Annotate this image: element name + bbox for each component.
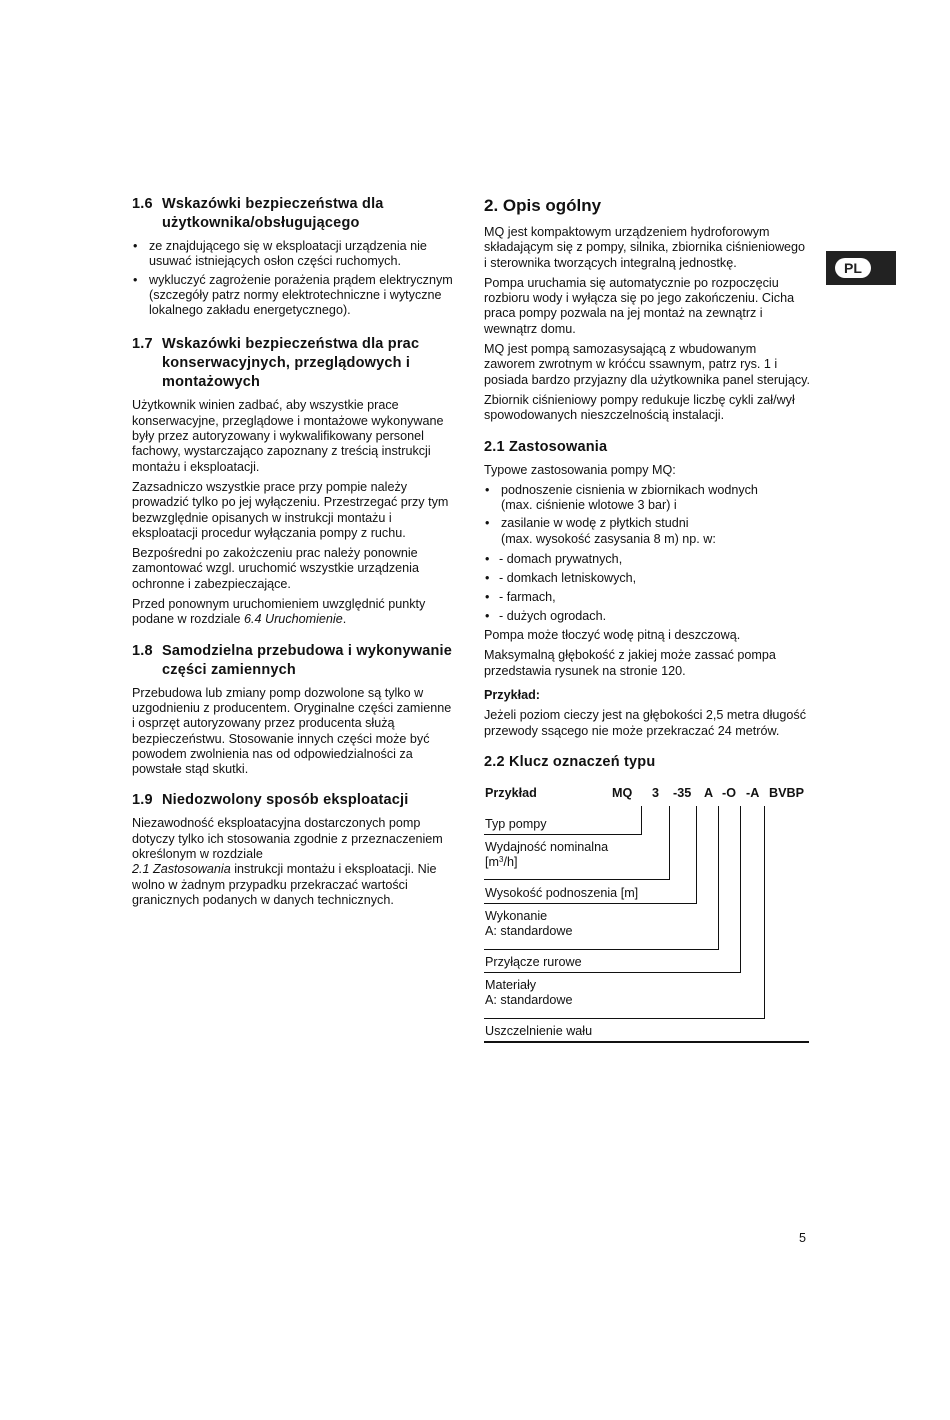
paragraph: Pompa uruchamia się automatycznie po rozpoczęciu rozbioru wody i wyłącza się po jego zakończeniu. Cicha praca pompy pozwala na jej montaż na zewnątrz i wewnątrz domu. xyxy=(484,275,795,336)
section-2-heading: 2. Opis ogólny xyxy=(484,196,602,215)
row-head: Wysokość podnoszenia [m] xyxy=(485,885,639,900)
connector-line xyxy=(641,806,642,834)
paragraph: Bezpośredni po zakożczeniu prac należy ponownie zamontować wzgl. uruchomić wszystkie urządzenia ochronne i zabezpieczające. xyxy=(132,546,419,591)
bottom-rule xyxy=(484,1041,809,1043)
list-item: • podnoszenie cisnienia w zbiornikach wodnych (max. ciśnienie wlotowe 3 bar) i xyxy=(484,483,810,514)
type-key-header-label: Przykład xyxy=(485,785,537,800)
locations-list xyxy=(484,552,810,624)
paragraph: Pompa może tłoczyć wodę pitną i deszczową. xyxy=(484,628,741,643)
row-nominal-flow: Wydajność nominalna $[m^3/h]$ xyxy=(485,839,609,869)
list-item: • zasilanie w wodę z płytkich studni (max. wysokość zasysania 8 m) np. w: xyxy=(484,516,810,547)
code-version: A xyxy=(704,785,714,800)
type-key-diagram xyxy=(484,782,809,1047)
row-shaft-seal: Uszczelnienie wału xyxy=(485,1023,593,1038)
row-version: Wykonanie A: standardowe xyxy=(485,908,573,938)
paragraph: Zbiornik ciśnieniowy pompy redukuje liczbę cykli zał/wył spowodowanych nieszczelnością instalacji. xyxy=(484,392,795,423)
list-item: • - domkach letniskowych, xyxy=(484,571,810,586)
left-column xyxy=(132,195,457,913)
page-number: 5 xyxy=(799,1231,807,1245)
connector-line xyxy=(484,879,670,880)
right-column xyxy=(484,195,810,1047)
applications-bullets xyxy=(484,483,810,547)
connector-line xyxy=(718,806,719,949)
code-seal: BVBP xyxy=(769,785,804,800)
cross-reference: 6.4 Uruchomienie xyxy=(244,612,343,627)
example-label: Przykład: xyxy=(484,687,540,702)
paragraph: Użytkownik winien zadbać, aby wszystkie prace konserwacyjne, przeglądowe i montażowe wykonywane były przez autoryzowany i wykwalifikowany personel fachowy, wystarczająco zapoznany z treścią instrukcji montażu i eksploatacji. xyxy=(132,398,444,474)
paragraph: MQ jest pompą samozasysającą z wbudowanym zaworem zwrotnym w króćcu ssawnym, patrz rys. 1 i posiada bardzo przyjazny dla użytkownika panel sterujący. xyxy=(484,342,810,387)
paragraph: Maksymalną głębokość z jakiej może zassać pompa przedstawia rysunek na stronie 120. xyxy=(484,648,776,678)
section-2-2-heading: 2.2 Klucz oznaczeń typu xyxy=(484,753,656,770)
list-item: • - domach prywatnych, xyxy=(484,552,810,567)
connector-line xyxy=(696,806,697,903)
code-connection: -O xyxy=(722,785,736,800)
section-1-7-heading: 1.7 Wskazówki bezpieczeństwa dla prac konserwacyjnych, przeglądowych i montażowych xyxy=(132,336,420,391)
list-item: • wykluczyć zagrożenie porażenia prądem elektrycznym (szczegóły patrz normy elektrotechniczne i wytyczne lokalnego zakładu energetycznego). xyxy=(132,273,457,319)
paragraph: Typowe zastosowania pompy MQ: xyxy=(484,462,676,477)
section-1-6-bullets xyxy=(132,239,457,318)
list-item: • ze znajdującego się w eksploatacji urządzenia nie usuwać istniejących osłon części ruchomych. xyxy=(132,239,457,270)
connector-line xyxy=(484,1018,765,1019)
cross-reference: 2.1 Zastosowania xyxy=(132,862,231,877)
row-materials: Materiały A: standardowe xyxy=(485,977,573,1007)
language-label: PL xyxy=(835,258,871,278)
connector-line xyxy=(484,834,642,835)
language-badge xyxy=(826,251,896,285)
connector-line xyxy=(740,806,741,972)
list-item: • - dużych ogrodach. xyxy=(484,609,810,624)
paragraph: Niezawodność eksploatacyjna dostarczonych pomp dotyczy tylko ich stosowania zgodnie z przeznaczeniem określonym w rozdziale 2.1 Zastosowania instrukcji montażu i eksploatacji. Nie wolno w żadnym przypadku przekraczać wartości granicznych podanych w danych technicznych. xyxy=(132,816,443,907)
connector-line xyxy=(484,903,697,904)
paragraph: MQ jest kompaktowym urządzeniem hydroforowym składającym się z pompy, silnika, zbiornika ciśnieniowego i sterownika tworzących integralną jednostkę. xyxy=(484,225,806,270)
code-material: -A xyxy=(746,785,760,800)
connector-line xyxy=(484,949,719,950)
paragraph: Przebudowa lub zmiany pomp dozwolone są tylko w uzgodnieniu z producentem. Oryginalne części zamienne i osprzęt autoryzowany przez producenta służą bezpieczeństwu. Stosowanie innych części może być powodem zwolnienia nas od odpowiedzialności za powstałe stąd skutki. xyxy=(132,685,452,777)
section-1-9-heading: 1.9 Niedozwolony sposób eksploatacji xyxy=(132,792,409,809)
connector-line xyxy=(764,806,765,1018)
list-item: • - farmach, xyxy=(484,590,810,605)
paragraph: Przed ponownym uruchomieniem uwzględnić punkty podane w rozdziale 6.4 Uruchomienie. xyxy=(132,597,426,627)
connector-line xyxy=(484,972,741,973)
code-flow: 3 xyxy=(652,785,660,800)
paragraph: Zazsadniczo wszystkie prace przy pompie należy prowadzić tylko po jej wyłączeniu. Przestrzegać przy tym bezwzględnie opisanych w instrukcji montażu i eksploatacji procedur wyłączania pompy z ruchu. xyxy=(132,479,449,540)
paragraph: Jeżeli poziom cieczy jest na głębokości 2,5 metra długość przewody ssącego nie może przekraczać 24 metrów. xyxy=(484,708,806,738)
row-pump-type: Typ pompy xyxy=(485,816,547,831)
section-1-8-heading: 1.8 Samodzielna przebudowa i wykonywanie części zamiennych xyxy=(132,642,453,678)
code-head: -35 xyxy=(673,785,692,800)
connector-line xyxy=(669,806,670,879)
section-2-1-heading: 2.1 Zastosowania xyxy=(484,438,608,455)
row-pipe-connection: Przyłącze rurowe xyxy=(485,954,582,969)
section-1-6-heading: 1.6 Wskazówki bezpieczeństwa dla użytkownika/obsługującego xyxy=(132,196,384,231)
code-mq: MQ xyxy=(612,785,633,800)
